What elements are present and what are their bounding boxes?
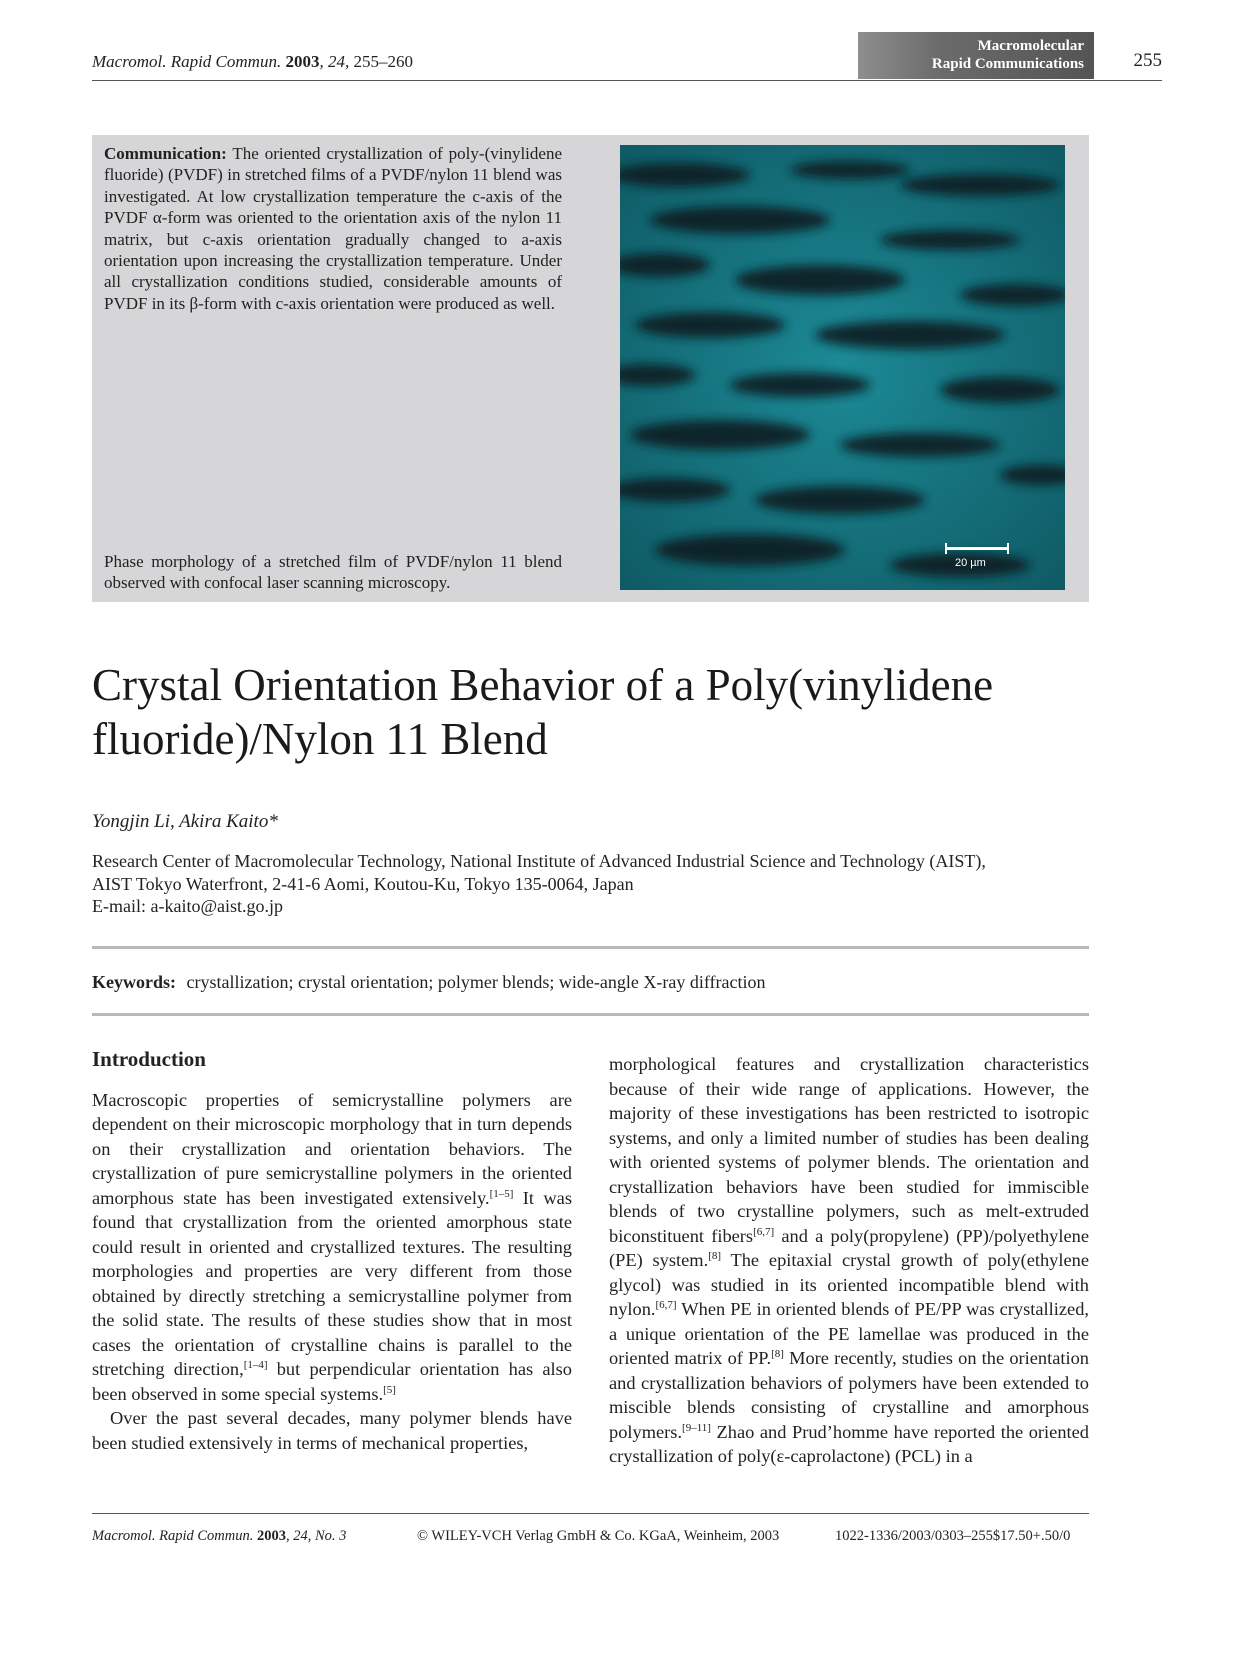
affiliation-line2: AIST Tokyo Waterfront, 2-41-6 Aomi, Koutou-Ku, Tokyo 135-0064, Japan (92, 873, 634, 894)
left-column (92, 1047, 572, 1455)
footer-divider (92, 1513, 1089, 1514)
affiliation-line1: Research Center of Macromolecular Technology, National Institute of Advanced Industrial Science and Technology (AIST), (92, 851, 986, 871)
footer-copyright: © WILEY-VCH Verlag GmbH & Co. KGaA, Weinheim, 2003 (417, 1528, 780, 1544)
running-header (92, 30, 1162, 81)
citation: [8] (771, 1347, 784, 1360)
citation: [1–4] (243, 1358, 268, 1371)
citation: [1–5] (489, 1187, 514, 1200)
keywords (92, 972, 765, 993)
paragraph-3: morphological features and crystallization characteristics because of their wide range of applications. However, the majority of these investigations has been restricted to isotropic systems, and only a limited number of studies has been dealing with oriented systems of polymer blends. The orientation and crystallization behaviors have been studied for immiscible blends of two crystalline polymers, such as melt-extruded biconstituent fibers[6,7] and a poly(propylene) (PP)/polyethylene (PE) system.[8] The epitaxial crystal growth of poly(ethylene glycol) was studied in its oriented incompatible blend with nylon.[6,7] When PE in oriented blends of PE/PP was crystallized, a unique orientation of the PE lamellae was produced in the oriented matrix of PP.[8] More recently, studies on the orientation and crystallization behaviors of polymers have been extended to miscible blends consisting of crystalline and amorphous polymers.[9–11] Zhao and Prud’homme have reported the oriented crystallization of poly(ε-caprolactone) (PCL) in a (609, 1054, 1089, 1466)
footer-journal: Macromol. Rapid Commun. 2003, 24, No. 3 (92, 1528, 347, 1544)
keywords-list: crystallization; crystal orientation; polymer blends; wide-angle X-ray diffraction (186, 972, 766, 992)
citation: [8] (708, 1249, 722, 1262)
brand-line1: Macromolecular (977, 38, 1084, 54)
confocal-micrograph (620, 145, 1065, 590)
abstract-label: Communication: (104, 144, 227, 163)
figure-caption: Phase morphology of a stretched film of PVDF/nylon 11 blend observed with confocal laser scanning microscopy. (104, 552, 562, 593)
journal-logo (858, 32, 1094, 79)
authors: Yongjin Li, Akira Kaito* (92, 811, 278, 832)
scale-label: 20 µm (955, 557, 986, 569)
keywords-label: Keywords: (92, 972, 176, 992)
micrograph-image (620, 145, 1065, 590)
divider-top (92, 946, 1089, 949)
scale-bar (945, 547, 1009, 550)
journal-pages: 255–260 (353, 52, 413, 71)
abstract-text (104, 143, 562, 314)
page-number: 255 (1133, 50, 1162, 71)
journal-reference: Macromol. Rapid Commun. 2003, 24, 255–260 (92, 52, 413, 71)
paragraph-2: Over the past several decades, many polymer blends have been studied extensively in terms of mechanical properties, (92, 1408, 572, 1453)
journal-volume: 24 (327, 52, 345, 71)
journal-year: 2003 (285, 52, 320, 71)
graphical-abstract (92, 135, 1089, 602)
author-email: E-mail: a-kaito@aist.go.jp (92, 896, 284, 916)
article-title: Crystal Orientation Behavior of a Poly(vinylidene fluoride)/Nylon 11 Blend (92, 660, 994, 764)
right-column (609, 1052, 1089, 1469)
citation: [6,7] (753, 1225, 775, 1238)
section-heading: Introduction (92, 1047, 206, 1071)
affiliation (92, 850, 1152, 918)
citation: [9–11] (682, 1421, 711, 1434)
footer-code: 1022-1336/2003/0303–255$17.50+.50/0 (835, 1528, 1071, 1544)
divider-bottom (92, 1013, 1089, 1016)
citation: [6,7] (655, 1298, 677, 1311)
abstract-body: The oriented crystallization of poly-(vinylidene fluoride) (PVDF) in stretched films of a PVDF/nylon 11 blend was investigated. At low crystallization temperature the c-axis of the PVDF α-form was oriented to the orientation axis of the nylon 11 matrix, but c-axis orientation gradually changed to a-axis orientation upon increasing the crystallization temperature. Under all crystallization conditions studied, considerable amounts of PVDF in its β-form with c-axis orientation were produced as well. (104, 144, 562, 313)
paragraph-1: Macroscopic properties of semicrystalline polymers are dependent on their microscopic morphology that in turn depends on their crystallization and orientation behaviors. The crystallization of pure semicrystalline polymers in the oriented amorphous state has been investigated extensively.[1–5] It was found that crystallization from the oriented amorphous state could result in oriented and crystallized textures. The resulting morphologies and properties are very different from those obtained by directly stretching a semicrystalline polymer from the solid state. The results of these studies show that in most cases the orientation of crystalline chains is parallel to the stretching direction,[1–4] but perpendicular orientation has also been observed in some special systems.[5] (92, 1089, 572, 1404)
brand-line2: Rapid Communications (931, 56, 1084, 72)
citation: [5] (383, 1383, 396, 1396)
